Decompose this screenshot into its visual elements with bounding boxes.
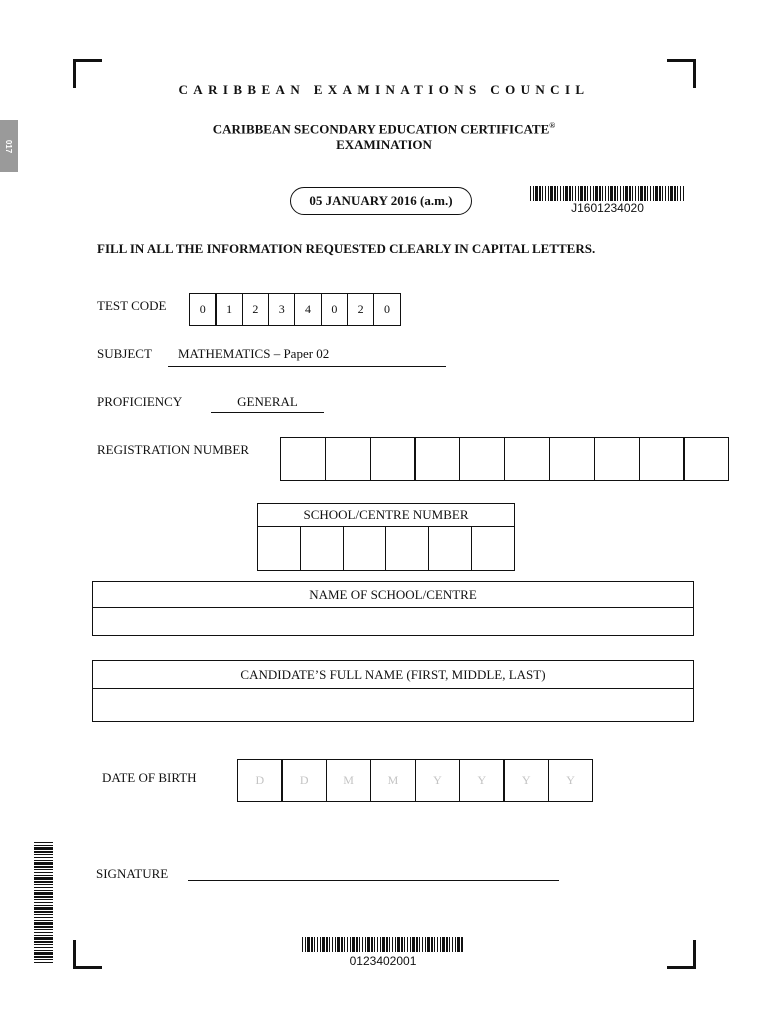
registration-number-label: REGISTRATION NUMBER — [97, 442, 250, 457]
barcode-bar — [34, 899, 53, 900]
certificate-name: CARIBBEAN SECONDARY EDUCATION CERTIFICATE — [212, 121, 550, 137]
barcode-bar — [377, 937, 378, 952]
barcode-bar — [34, 862, 53, 865]
proficiency-value: GENERAL — [211, 394, 324, 413]
barcode-bar — [320, 937, 321, 952]
barcode-bar — [575, 186, 576, 201]
barcode-bar — [34, 877, 53, 880]
barcode-bar — [386, 937, 388, 952]
test-code-digit: 0 — [373, 293, 401, 326]
barcode-bar — [34, 902, 53, 903]
dob-day-box[interactable]: D — [237, 759, 283, 802]
barcode-bar — [337, 937, 340, 952]
barcode-bar — [34, 905, 53, 906]
barcode-bar — [356, 937, 358, 952]
barcode-bar — [34, 896, 53, 898]
school-centre-number-box — [257, 503, 515, 571]
subject-label: SUBJECT — [97, 346, 152, 361]
barcode-bar — [550, 186, 553, 201]
barcode-bar — [655, 186, 658, 201]
barcode-bar — [659, 186, 661, 201]
barcode-bar — [397, 937, 400, 952]
barcode-bar — [317, 937, 318, 952]
barcode-bar — [599, 186, 601, 201]
barcode-bar — [34, 914, 53, 915]
barcode-bar — [635, 186, 636, 201]
barcode-bar — [427, 937, 430, 952]
barcode-bar — [533, 186, 534, 201]
barcode-bar — [34, 956, 53, 958]
barcode-bar — [359, 937, 360, 952]
barcode-bar — [332, 937, 333, 952]
barcode-bar — [452, 937, 453, 952]
barcode-bar — [34, 857, 53, 858]
test-code-digit: 0 — [321, 293, 349, 326]
barcode-bar — [326, 937, 328, 952]
barcode-bar — [395, 937, 396, 952]
barcode-bar — [34, 875, 53, 876]
barcode-side — [34, 842, 53, 965]
dob-year-box[interactable]: Y — [548, 759, 594, 802]
barcode-bar — [610, 186, 613, 201]
barcode-bar — [455, 937, 456, 952]
test-code-digit: 0 — [189, 293, 217, 326]
certificate-title — [0, 118, 768, 153]
barcode-bar — [350, 937, 351, 952]
barcode-bar — [374, 937, 375, 952]
barcode-bar — [608, 186, 609, 201]
barcode-bar — [34, 911, 53, 913]
barcode-bar — [34, 917, 53, 918]
barcode-bar — [580, 186, 583, 201]
barcode-bar — [34, 866, 53, 868]
school-name-box — [92, 581, 694, 636]
barcode-bar — [431, 937, 433, 952]
council-title: CARIBBEAN EXAMINATIONS COUNCIL — [178, 82, 590, 97]
barcode-bar — [623, 186, 624, 201]
barcode-bar — [437, 937, 438, 952]
barcode-bar — [554, 186, 556, 201]
barcode-bar — [419, 937, 420, 952]
barcode-bar — [548, 186, 549, 201]
registration-number-boxes — [280, 437, 729, 481]
barcode-bar — [680, 186, 681, 201]
barcode-bar — [677, 186, 678, 201]
barcode-bar — [434, 937, 435, 952]
barcode-bar — [34, 845, 53, 846]
registration-number-box[interactable] — [280, 437, 326, 481]
barcode-bar — [34, 947, 53, 948]
barcode-bar — [404, 937, 405, 952]
barcode-bar — [34, 952, 53, 955]
barcode-bar — [389, 937, 390, 952]
barcode-bar — [344, 937, 345, 952]
barcode-bar — [614, 186, 616, 201]
barcode-bar — [422, 937, 423, 952]
barcode-bar — [674, 186, 676, 201]
barcode-bar — [670, 186, 673, 201]
dob-day-box[interactable]: D — [281, 759, 327, 802]
barcode-bar — [34, 887, 53, 888]
date-of-birth-label: DATE OF BIRTH — [102, 770, 197, 785]
barcode-bar — [34, 890, 53, 891]
barcode-bar — [382, 937, 385, 952]
barcode-bar — [410, 937, 411, 952]
registration-number-box[interactable] — [549, 437, 595, 481]
barcode-top — [530, 186, 685, 201]
test-code-digit: 3 — [268, 293, 296, 326]
barcode-bar — [572, 186, 573, 201]
barcode-bar — [305, 937, 306, 952]
barcode-bar — [335, 937, 336, 952]
candidate-name-box — [92, 660, 694, 722]
barcode-bar — [640, 186, 643, 201]
barcode-bar — [530, 186, 531, 201]
dob-month-box[interactable]: M — [370, 759, 416, 802]
barcode-top-number: J1601234020 — [571, 201, 644, 215]
barcode-bar — [34, 929, 53, 930]
school-centre-number-cell[interactable] — [343, 527, 386, 570]
school-centre-number-cell[interactable] — [385, 527, 428, 570]
instruction-text: FILL IN ALL THE INFORMATION REQUESTED CLEARLY IN CAPITAL LETTERS. — [97, 241, 596, 256]
test-code-boxes — [189, 293, 401, 326]
barcode-bar — [563, 186, 564, 201]
barcode-bar — [449, 937, 450, 952]
barcode-bar — [34, 944, 53, 945]
dob-year-box[interactable]: Y — [503, 759, 549, 802]
barcode-bar — [407, 937, 408, 952]
barcode-bar — [584, 186, 586, 201]
corner-mark-bottom-right — [667, 940, 696, 969]
proficiency-label: PROFICIENCY — [97, 394, 183, 409]
dob-year-box[interactable]: Y — [415, 759, 461, 802]
barcode-bar — [644, 186, 646, 201]
barcode-bar — [565, 186, 568, 201]
barcode-bar — [34, 926, 53, 928]
signature-line[interactable] — [188, 880, 559, 881]
barcode-bar — [307, 937, 310, 952]
barcode-bar — [632, 186, 633, 201]
barcode-bottom — [302, 937, 464, 952]
barcode-bar — [34, 884, 53, 885]
barcode-bar — [322, 937, 325, 952]
registration-number-box[interactable] — [325, 437, 371, 481]
test-code-digit: 2 — [347, 293, 375, 326]
school-centre-number-cell[interactable] — [471, 527, 514, 570]
barcode-bar — [587, 186, 588, 201]
barcode-bar — [545, 186, 546, 201]
barcode-bar — [362, 937, 363, 952]
registration-number-box[interactable] — [414, 437, 460, 481]
barcode-bar — [629, 186, 631, 201]
barcode-bar — [650, 186, 651, 201]
barcode-bar — [605, 186, 606, 201]
dob-year-box[interactable]: Y — [459, 759, 505, 802]
barcode-bar — [617, 186, 618, 201]
barcode-bar — [34, 842, 53, 843]
barcode-bar — [34, 847, 53, 850]
barcode-bar — [365, 937, 366, 952]
subject-value: MATHEMATICS – Paper 02 — [168, 346, 446, 367]
barcode-bar — [625, 186, 628, 201]
barcode-bar — [34, 892, 53, 895]
barcode-bar — [416, 937, 418, 952]
test-code-digit: 1 — [215, 293, 243, 326]
barcode-bar — [311, 937, 313, 952]
school-centre-number-cell[interactable] — [428, 527, 471, 570]
barcode-bar — [314, 937, 315, 952]
candidate-name-field[interactable] — [93, 689, 693, 721]
corner-mark-bottom-left — [73, 940, 102, 969]
barcode-bar — [461, 937, 463, 952]
barcode-bar — [665, 186, 666, 201]
test-code-digit: 2 — [242, 293, 270, 326]
barcode-bar — [653, 186, 654, 201]
school-centre-number-label: SCHOOL/CENTRE NUMBER — [258, 504, 514, 527]
date-of-birth-boxes — [237, 759, 593, 802]
barcode-bar — [329, 937, 330, 952]
barcode-bar — [34, 932, 53, 933]
signature-label: SIGNATURE — [96, 866, 169, 881]
barcode-bar — [34, 907, 53, 910]
barcode-bar — [412, 937, 415, 952]
barcode-bar — [34, 860, 53, 861]
barcode-bar — [34, 851, 53, 853]
barcode-bar — [440, 937, 441, 952]
barcode-bar — [442, 937, 445, 952]
barcode-bar — [590, 186, 591, 201]
school-centre-number-cell[interactable] — [300, 527, 343, 570]
barcode-bar — [34, 962, 53, 963]
registration-number-box[interactable] — [370, 437, 416, 481]
test-code-label: TEST CODE — [97, 298, 167, 313]
barcode-bar — [593, 186, 594, 201]
barcode-bar — [683, 186, 684, 201]
barcode-bar — [380, 937, 381, 952]
barcode-bar — [401, 937, 403, 952]
barcode-bar — [539, 186, 541, 201]
barcode-bar — [34, 854, 53, 855]
barcode-bar — [302, 937, 303, 952]
barcode-bar — [34, 869, 53, 870]
exam-date: 05 JANUARY 2016 (a.m.) — [290, 187, 472, 215]
barcode-bar — [569, 186, 571, 201]
barcode-bar — [34, 922, 53, 925]
barcode-bar — [595, 186, 598, 201]
school-centre-number-cell[interactable] — [258, 527, 300, 570]
barcode-bar — [352, 937, 355, 952]
barcode-bar — [34, 935, 53, 936]
test-code-digit: 4 — [294, 293, 322, 326]
barcode-bar — [578, 186, 579, 201]
school-name-field[interactable] — [93, 608, 693, 635]
barcode-bar — [557, 186, 558, 201]
registered-mark: ® — [549, 121, 556, 130]
barcode-bar — [347, 937, 348, 952]
barcode-bar — [392, 937, 393, 952]
registration-number-box[interactable] — [639, 437, 685, 481]
barcode-bar — [638, 186, 639, 201]
barcode-bar — [34, 881, 53, 883]
barcode-bar — [647, 186, 648, 201]
barcode-bar — [542, 186, 543, 201]
barcode-bar — [668, 186, 669, 201]
registration-number-box[interactable] — [504, 437, 550, 481]
dob-month-box[interactable]: M — [326, 759, 372, 802]
barcode-bar — [446, 937, 448, 952]
barcode-bar — [367, 937, 370, 952]
barcode-bar — [662, 186, 663, 201]
side-tab-label: 017 — [4, 139, 14, 153]
barcode-bar — [34, 872, 53, 873]
registration-number-box[interactable] — [683, 437, 729, 481]
barcode-bar — [535, 186, 538, 201]
barcode-bar — [620, 186, 621, 201]
barcode-bar — [34, 959, 53, 960]
examination-label: EXAMINATION — [336, 137, 432, 153]
barcode-bar — [34, 920, 53, 921]
school-centre-number-boxes — [258, 527, 514, 570]
barcode-bar — [34, 937, 53, 940]
registration-number-box[interactable] — [459, 437, 505, 481]
barcode-bar — [341, 937, 343, 952]
school-name-label: NAME OF SCHOOL/CENTRE — [93, 582, 693, 608]
barcode-bar — [371, 937, 373, 952]
barcode-bar — [34, 941, 53, 943]
candidate-name-label: CANDIDATE’S FULL NAME (FIRST, MIDDLE, LAST) — [93, 661, 693, 689]
registration-number-box[interactable] — [594, 437, 640, 481]
barcode-bottom-number: 0123402001 — [349, 954, 417, 968]
barcode-bar — [560, 186, 561, 201]
barcode-bar — [457, 937, 460, 952]
barcode-bar — [425, 937, 426, 952]
barcode-bar — [34, 950, 53, 951]
barcode-bar — [602, 186, 603, 201]
